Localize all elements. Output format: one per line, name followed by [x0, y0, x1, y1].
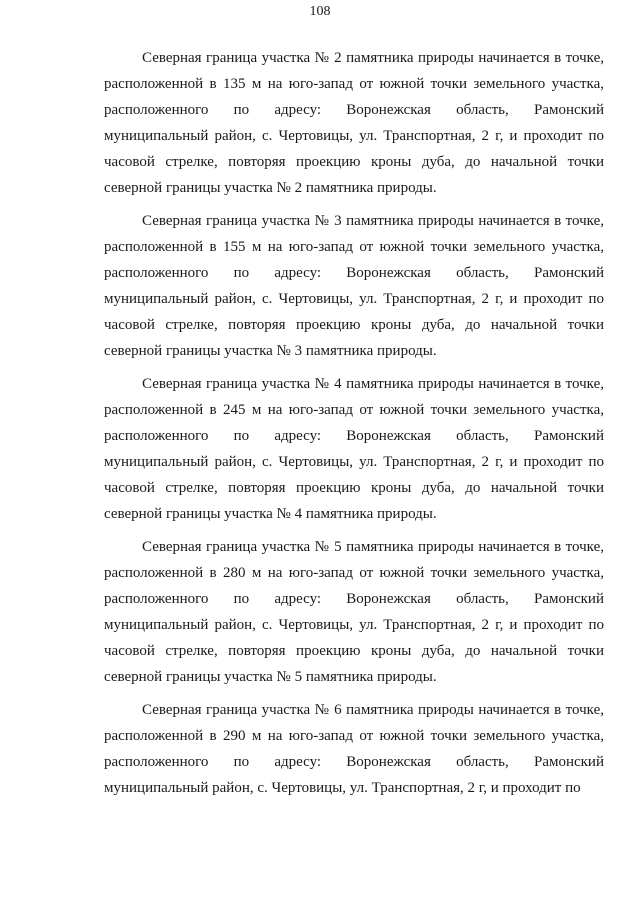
paragraph-plot-4: Северная граница участка № 4 памятника природы начинается в точке, расположенной в 245 м на юго-запад от южной точки земельного участка, расположенного по адресу: Воронежская область, Рамонский муниципальный район, с. Чертовицы, ул. Транспортная, 2 г, и проходит по часовой стрелке, повторяя проекцию кроны дуба, до начальной точки северной границы участка № 4 памятника природы.: [104, 376, 604, 522]
paragraph-plot-2: Северная граница участка № 2 памятника природы начинается в точке, расположенной в 135 м на юго-запад от южной точки земельного участка, расположенного по адресу: Воронежская область, Рамонский муниципальный район, с. Чертовицы, ул. Транспортная, 2 г, и проходит по часовой стрелке, повторяя проекцию кроны дуба, до начальной точки северной границы участка № 2 памятника природы.: [104, 50, 604, 196]
paragraph-plot-5: Северная граница участка № 5 памятника природы начинается в точке, расположенной в 280 м на юго-запад от южной точки земельного участка, расположенного по адресу: Воронежская область, Рамонский муниципальный район, с. Чертовицы, ул. Транспортная, 2 г, и проходит по часовой стрелке, повторяя проекцию кроны дуба, до начальной точки северной границы участка № 5 памятника природы.: [104, 539, 604, 685]
page-number: 108: [309, 4, 331, 19]
paragraph-plot-6: Северная граница участка № 6 памятника природы начинается в точке, расположенной в 290 м на юго-запад от южной точки земельного участка, расположенного по адресу: Воронежская область, Рамонский муниципальный район, с. Чертовицы, ул. Транспортная, 2 г, и проходит по: [104, 702, 604, 796]
paragraph-plot-3: Северная граница участка № 3 памятника природы начинается в точке, расположенной в 155 м на юго-запад от южной точки земельного участка, расположенного по адресу: Воронежская область, Рамонский муниципальный район, с. Чертовицы, ул. Транспортная, 2 г, и проходит по часовой стрелке, повторяя проекцию кроны дуба, до начальной точки северной границы участка № 3 памятника природы.: [104, 213, 604, 359]
document-body: [104, 45, 604, 808]
